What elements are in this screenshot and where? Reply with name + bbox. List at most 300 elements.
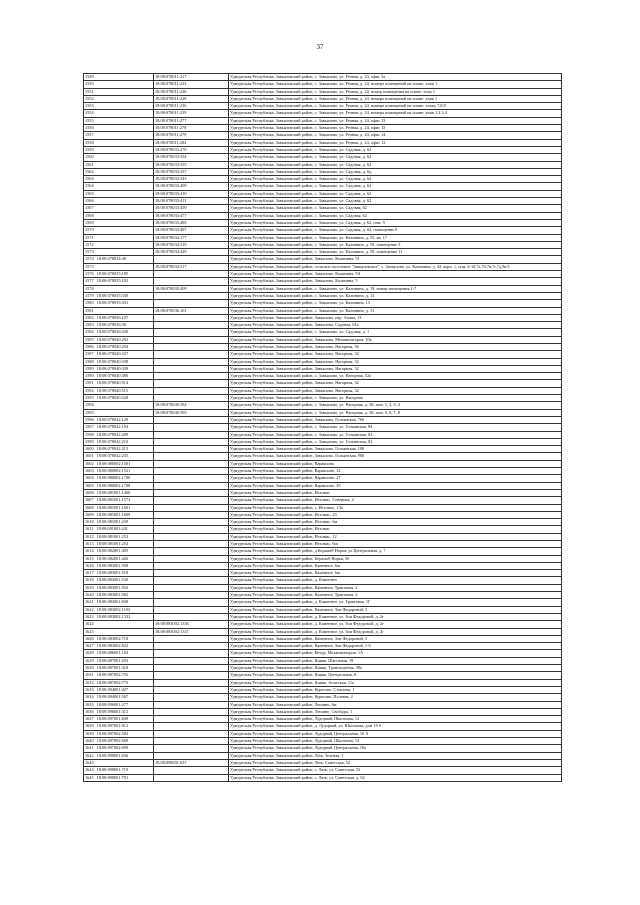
row-number: 1550 (85, 81, 94, 87)
premises-cadastral-number (154, 686, 229, 693)
row-number-and-plot-cadastral-cell (84, 351, 154, 358)
premises-cadastral-number (154, 416, 229, 423)
row-number-and-plot-cadastral-cell (84, 409, 154, 416)
row-number-and-plot-cadastral-cell (84, 613, 154, 620)
premises-cadastral-number (154, 256, 229, 263)
address-cell: Удмуртская Республика, Завьяловский район, Курегово, Стеклова, 1 (229, 686, 562, 693)
row-number: 1638 (85, 723, 94, 729)
premises-cadastral-number: 18:08:078034:429 (154, 249, 229, 256)
premises-cadastral-number: 18:08:078033:477 (154, 212, 229, 219)
table-row (84, 716, 562, 723)
row-number: 1633 (85, 686, 94, 692)
row-number-and-plot-cadastral-cell (84, 416, 154, 423)
table-row (84, 365, 562, 372)
plot-cadastral-number: 18:08:078042:194 (96, 424, 129, 430)
premises-cadastral-number: 18:08:078033:343 (154, 176, 229, 183)
address-cell: Удмуртская Республика, Завьяловский район, Завьялово, Садовая, 61а (229, 322, 562, 329)
row-number: 1578 (85, 285, 94, 291)
address-cell: Удмуртская Республика, Завьяловский район, с. Завьялово, ул. Речная, д. 24, офис 5а (229, 74, 562, 81)
plot-cadastral-number: 18:08:087001:203 (96, 657, 129, 663)
address-cell: Удмуртская Республика, Завьяловский район, Вараксино, 27 (229, 475, 562, 482)
row-number-and-plot-cadastral-cell (84, 511, 154, 518)
row-number-and-plot-cadastral-cell (84, 241, 154, 248)
table-row (84, 759, 562, 766)
plot-cadastral-number: 18:08:083001:518 (96, 570, 129, 576)
row-number-and-plot-cadastral-cell (84, 125, 154, 132)
plot-cadastral-number: 18:08:087002:775 (96, 679, 129, 685)
premises-cadastral-number: 18:08:078011:277 (154, 117, 229, 124)
plot-cadastral-number: 18:08:078042:235 (96, 453, 129, 459)
table-row (84, 730, 562, 737)
table-row (84, 519, 562, 526)
table-row (84, 497, 562, 504)
premises-cadastral-number (154, 599, 229, 606)
premises-cadastral-number: 18:08:078011:226 (154, 88, 229, 95)
table-row (84, 745, 562, 752)
premises-cadastral-number (154, 570, 229, 577)
plot-cadastral-number: 18:08:097002:690 (96, 745, 129, 751)
plot-cadastral-number: 18:08:082001:420 (96, 555, 129, 561)
table-row (84, 373, 562, 380)
plot-cadastral-number: 18:08:078040:515 (96, 387, 129, 393)
premises-cadastral-number: 18:08:078033:487 (154, 227, 229, 234)
plot-cadastral-number: 18:08:083001:848 (96, 599, 129, 605)
plot-cadastral-number: 18:08:098001:636 (96, 752, 129, 758)
row-number: 1553 (85, 103, 94, 109)
row-number: 1597 (85, 424, 94, 430)
row-number: 1643 (85, 759, 94, 765)
plot-cadastral-number: 18:08:083002:1332 (96, 613, 131, 619)
row-number: 1612 (85, 533, 94, 539)
plot-cadastral-number: 18:08:078035:331 (96, 300, 129, 306)
plot-cadastral-number: 18:08:087002:755 (96, 672, 129, 678)
plot-cadastral-number: 18:08:078042:129 (96, 416, 129, 422)
row-number: 1570 (85, 227, 94, 233)
row-number-and-plot-cadastral-cell (84, 489, 154, 496)
address-cell: Удмуртская Республика, Завьяловский район, Италмас, 12 (229, 533, 562, 540)
row-number: 1624 (85, 621, 94, 627)
address-cell: Удмуртская Республика, Завьяловский район, Лешино, 6м (229, 701, 562, 708)
row-number-and-plot-cadastral-cell (84, 468, 154, 475)
table-row (84, 723, 562, 730)
address-cell: Удмуртская Республика, Завьяловский район, Курегово, Полевая, 2 (229, 694, 562, 701)
row-number: 1609 (85, 511, 94, 517)
table-row (84, 431, 562, 438)
row-number: 1628 (85, 650, 94, 656)
table-row (84, 446, 562, 453)
row-number: 1566 (85, 198, 94, 204)
row-number: 1595 (85, 409, 94, 415)
table-row (84, 227, 562, 234)
row-number: 1591 (85, 380, 94, 386)
plot-cadastral-number: 18:08:078040:338 (96, 358, 129, 364)
plot-cadastral-number: 18:08:097001:912 (96, 723, 129, 729)
table-row (84, 125, 562, 132)
plot-cadastral-number: 18:08:081001:1601 (96, 504, 131, 510)
address-cell: Удмуртская Республика, Завьяловский район, Вараксино, 32 (229, 468, 562, 475)
row-number-and-plot-cadastral-cell (84, 212, 154, 219)
table-row (84, 482, 562, 489)
table-row (84, 314, 562, 321)
premises-cadastral-number: 18:08:078011:223 (154, 81, 229, 88)
row-number-and-plot-cadastral-cell (84, 635, 154, 642)
table-row (84, 738, 562, 745)
premises-cadastral-number (154, 475, 229, 482)
premises-cadastral-number: 18:08:078011:239 (154, 110, 229, 117)
row-number-and-plot-cadastral-cell (84, 548, 154, 555)
address-cell: Удмуртская Республика, Завьяловский район, с. Завьялово, ул. Садовая, д. 62 (229, 198, 562, 205)
row-number-and-plot-cadastral-cell (84, 431, 154, 438)
row-number-and-plot-cadastral-cell (84, 686, 154, 693)
row-number: 1616 (85, 562, 94, 568)
row-number-and-plot-cadastral-cell (84, 358, 154, 365)
table-row (84, 103, 562, 110)
table-row (84, 139, 562, 146)
row-number: 1551 (85, 88, 94, 94)
row-number: 1614 (85, 548, 94, 554)
plot-cadastral-number: 18:08:081001:254 (96, 541, 129, 546)
table-row (84, 241, 562, 248)
row-number: 1636 (85, 708, 94, 714)
row-number: 1601 (85, 453, 94, 459)
address-cell: Удмуртская Республика, Завьяловский район, Кияик, Транспортная, 39а (229, 665, 562, 672)
premises-cadastral-number (154, 533, 229, 540)
premises-cadastral-number (154, 708, 229, 715)
address-cell: Удмуртская Республика, Завьяловский район, с. Завьялово, ул. Речная, д. 24, номер помещения на плане: этаж 1 (229, 88, 562, 95)
row-number: 1606 (85, 489, 94, 495)
premises-cadastral-number (154, 380, 229, 387)
plot-cadastral-number: 18:08:078035:192 (96, 278, 129, 284)
row-number: 1593 (85, 395, 94, 401)
premises-cadastral-number (154, 511, 229, 518)
table-row (84, 234, 562, 241)
table-row (84, 767, 562, 774)
row-number-and-plot-cadastral-cell (84, 278, 154, 285)
row-number: 1613 (85, 541, 94, 546)
row-number: 1555 (85, 117, 94, 123)
row-number: 1631 (85, 672, 94, 678)
address-cell: Удмуртская Республика, Завьяловский район, Завьялово, Калинина, 9А (229, 271, 562, 278)
table-row (84, 453, 562, 460)
row-number: 1558 (85, 139, 94, 145)
row-number: 1610 (85, 519, 94, 525)
plot-cadastral-number: 18:08:078040:294 (96, 343, 129, 349)
row-number: 1600 (85, 446, 94, 452)
table-row (84, 292, 562, 299)
row-number-and-plot-cadastral-cell (84, 460, 154, 467)
table-row (84, 577, 562, 584)
plot-cadastral-number: 18:08:094001:567 (96, 694, 129, 700)
address-cell: Удмуртская Республика, Завьяловский район, с. Завьялово, ул. Садовая, д. 62 (229, 190, 562, 197)
row-number: 1605 (85, 482, 94, 488)
address-cell: Удмуртская Республика, Завьяловский район, Италмас, 6м (229, 519, 562, 526)
address-cell: Удмуртская Республика, Завьяловский район, с. Завьялово, ул. Садовая, д. 62 (229, 154, 562, 161)
row-number: 1576 (85, 271, 94, 277)
row-number-and-plot-cadastral-cell (84, 628, 154, 635)
row-number-and-plot-cadastral-cell (84, 387, 154, 394)
row-number-and-plot-cadastral-cell (84, 738, 154, 745)
row-number: 1571 (85, 234, 94, 240)
row-number-and-plot-cadastral-cell (84, 249, 154, 256)
row-number-and-plot-cadastral-cell (84, 592, 154, 599)
plot-cadastral-number: 18:08:080002:1700 (96, 475, 131, 481)
plot-cadastral-number: 18:08:078036:30 (96, 322, 126, 328)
table-row (84, 592, 562, 599)
table-row (84, 358, 562, 365)
premises-cadastral-number (154, 613, 229, 620)
table-row (84, 628, 562, 635)
address-cell: Удмуртская Республика, Завьяловский район, Италмас, 6ш (229, 541, 562, 548)
row-number-and-plot-cadastral-cell (84, 88, 154, 95)
address-cell: Удмуртская Республика, Завьяловский район, Каменное, 6ш (229, 570, 562, 577)
address-cell: Удмуртская Республика, Завьяловский район, с. Завьялово, ул. Речная, д. 24, номера помещений на плане: этажу 7,8,9 (229, 103, 562, 110)
plot-cadastral-number: 18:08:078040:292 (96, 336, 129, 342)
address-cell: Удмуртская Республика, Завьяловский район, с. Люк, ул. Советская, 52 (229, 767, 562, 774)
table-row (84, 679, 562, 686)
address-cell: Удмуртская Республика, Завьяловский район, с. Завьялово, ул. Калинина, д. 55, кв. 17 (229, 234, 562, 241)
row-number-and-plot-cadastral-cell (84, 292, 154, 299)
table-row (84, 438, 562, 445)
row-number-and-plot-cadastral-cell (84, 168, 154, 175)
row-number-and-plot-cadastral-cell (84, 584, 154, 591)
table-row (84, 351, 562, 358)
table-row (84, 205, 562, 212)
row-number-and-plot-cadastral-cell (84, 219, 154, 226)
table-row (84, 526, 562, 533)
table-row (84, 278, 562, 285)
row-number: 1615 (85, 555, 94, 561)
plot-cadastral-number: 18:08:083002:1103 (96, 606, 131, 612)
address-cell: Удмуртская Республика, Завьяловский район, Каменное, Трактовая, 2 (229, 584, 562, 591)
table-row (84, 168, 562, 175)
address-cell: Удмуртская Республика, Завьяловский район, Каменное, Зои Федоровой, 3 (229, 606, 562, 613)
plot-cadastral-number: 18:08:098001:791 (96, 774, 129, 780)
row-number-and-plot-cadastral-cell (84, 475, 154, 482)
row-number-and-plot-cadastral-cell (84, 285, 154, 292)
premises-cadastral-number (154, 723, 229, 730)
row-number: 1559 (85, 146, 94, 152)
table-row (84, 322, 562, 329)
premises-cadastral-number (154, 395, 229, 402)
premises-cadastral-number: 18:08:078033:485 (154, 219, 229, 226)
row-number: 1556 (85, 125, 94, 131)
address-cell: Удмуртская Республика, Завьяловский район, Завьялово, Калинина, 5 (229, 278, 562, 285)
premises-cadastral-number: 18:08:083002:1336 (154, 621, 229, 628)
row-number-and-plot-cadastral-cell (84, 343, 154, 350)
address-cell: Удмуртская Республика, Завьяловский район, с. Завьялово, ул. Речная, д. 24, офис 12 (229, 139, 562, 146)
address-cell: Удмуртская Республика, Завьяловский район, д. Каменное, ул. Зои Федоровой, д. 2г (229, 621, 562, 628)
plot-cadastral-number: 18:08:078034:48 (96, 256, 126, 262)
row-number-and-plot-cadastral-cell (84, 562, 154, 569)
table-row (84, 752, 562, 759)
table-row (84, 307, 562, 314)
row-number-and-plot-cadastral-cell (84, 365, 154, 372)
row-number: 1564 (85, 183, 94, 189)
row-number: 1585 (85, 336, 94, 342)
premises-cadastral-number: 18:08:078011:284 (154, 139, 229, 146)
premises-cadastral-number (154, 497, 229, 504)
plot-cadastral-number: 18:08:081001:253 (96, 533, 129, 539)
premises-cadastral-number: 18:08:078033:270 (154, 146, 229, 153)
table-row (84, 416, 562, 423)
premises-cadastral-number (154, 358, 229, 365)
table-row (84, 263, 562, 270)
premises-cadastral-number (154, 351, 229, 358)
row-number-and-plot-cadastral-cell (84, 329, 154, 336)
table-row (84, 533, 562, 540)
premises-cadastral-number (154, 336, 229, 343)
address-cell: Удмуртская Республика, Завьяловский район, Лудорвай, Центральная, 10 А (229, 730, 562, 737)
table-row (84, 672, 562, 679)
row-number: 1632 (85, 679, 94, 685)
row-number: 1573 (85, 249, 94, 255)
row-number: 1611 (85, 526, 94, 532)
premises-cadastral-number: 18:08:078040:595 (154, 409, 229, 416)
row-number-and-plot-cadastral-cell (84, 774, 154, 781)
address-cell: Удмуртская Республика, Завьяловский район, Лудорвай, Школьная, 14 (229, 738, 562, 745)
row-number-and-plot-cadastral-cell (84, 300, 154, 307)
table-row (84, 343, 562, 350)
address-cell: Удмуртская Республика, Завьяловский район, Завьялово, Механизаторов, 10а (229, 336, 562, 343)
premises-cadastral-number (154, 730, 229, 737)
table-row (84, 694, 562, 701)
row-number: 1575 (85, 263, 94, 269)
table-row (84, 300, 562, 307)
table-row (84, 132, 562, 139)
address-cell: Удмуртская Республика, Завьяловский район, с. Завьялово, ул. Калинина, д. 19, номер помещения 1-7 (229, 285, 562, 292)
row-number-and-plot-cadastral-cell (84, 555, 154, 562)
table-row (84, 548, 562, 555)
premises-cadastral-number (154, 431, 229, 438)
table-row (84, 599, 562, 606)
table-row (84, 81, 562, 88)
row-number: 1607 (85, 497, 94, 503)
row-number-and-plot-cadastral-cell (84, 256, 154, 263)
address-cell: Удмуртская Республика, Завьяловский район, Италмас (229, 526, 562, 533)
table-row (84, 635, 562, 642)
table-row (84, 249, 562, 256)
address-cell: Удмуртская Республика, Завьяловский район, с. Завьялово, ул. Нагорная, д. 36, пом. 1, 2, 3, 4 (229, 402, 562, 409)
premises-cadastral-number (154, 738, 229, 745)
row-number: 1641 (85, 745, 94, 751)
table-row (84, 621, 562, 628)
premises-cadastral-number (154, 322, 229, 329)
address-cell: Удмуртская Республика, Завьяловский район, Керамаб-Норья, 5б (229, 555, 562, 562)
row-number-and-plot-cadastral-cell (84, 271, 154, 278)
premises-cadastral-number (154, 665, 229, 672)
row-number-and-plot-cadastral-cell (84, 708, 154, 715)
plot-cadastral-number: 18:08:078040:514 (96, 380, 129, 386)
table-row (84, 402, 562, 409)
premises-cadastral-number: 18:08:078011:279 (154, 132, 229, 139)
row-number: 1565 (85, 190, 94, 196)
row-number-and-plot-cadastral-cell (84, 190, 154, 197)
row-number-and-plot-cadastral-cell (84, 694, 154, 701)
row-number: 1554 (85, 110, 94, 116)
row-number: 1599 (85, 438, 94, 444)
table-row (84, 110, 562, 117)
row-number-and-plot-cadastral-cell (84, 650, 154, 657)
plot-cadastral-number: 18:08:096001:313 (96, 708, 129, 714)
premises-cadastral-number: 18:08:078033:409 (154, 183, 229, 190)
row-number: 1642 (85, 752, 94, 758)
row-number: 1580 (85, 300, 94, 306)
row-number-and-plot-cadastral-cell (84, 395, 154, 402)
table-row (84, 613, 562, 620)
row-number: 1560 (85, 154, 94, 160)
address-cell: Удмуртская Республика, Завьяловский район, Каменное, 6ш (229, 562, 562, 569)
address-cell: Удмуртская Республика, Завьяловский район, Италмас, 23 (229, 511, 562, 518)
row-number: 1572 (85, 241, 94, 247)
row-number: 1639 (85, 730, 94, 736)
premises-cadastral-number (154, 767, 229, 774)
plot-cadastral-number: 18:08:094001:427 (96, 686, 129, 692)
premises-cadastral-number (154, 635, 229, 642)
row-number: 1634 (85, 694, 94, 700)
address-cell: Удмуртская Республика, Завьяловский район, Лудорвай, Центральная, 10а (229, 745, 562, 752)
premises-cadastral-number: 18:08:078036:101 (154, 307, 229, 314)
table-row (84, 606, 562, 613)
address-cell: Удмуртская Республика, Завьяловский район, Завьялово, пер. Азина, 13 (229, 314, 562, 321)
address-cell: Удмуртская Республика, Завьяловский район, с. Завьялово, ул. Калинина, д. 11 (229, 307, 562, 314)
plot-cadastral-number: 18:08:083001:582 (96, 592, 129, 598)
row-number: 1588 (85, 358, 94, 364)
row-number-and-plot-cadastral-cell (84, 402, 154, 409)
plot-cadastral-number: 18:08:097001:849 (96, 716, 129, 722)
premises-cadastral-number (154, 504, 229, 511)
address-cell: Удмуртская Республика, Завьяловский район, с. Завьялово, ул. Речная, д. 24, офис 15 (229, 125, 562, 132)
address-cell: Удмуртская Республика, Завьяловский район, д. Каменное (229, 577, 562, 584)
address-cell: Удмуртская Республика, Завьяловский район, с. Завьялово, ул. Калинина, 13 (229, 300, 562, 307)
table-row (84, 190, 562, 197)
row-number: 1620 (85, 592, 94, 598)
premises-cadastral-number (154, 438, 229, 445)
row-number-and-plot-cadastral-cell (84, 139, 154, 146)
row-number: 1604 (85, 475, 94, 481)
address-cell: Удмуртская Республика, Завьяловский район, Кияик, Центральная, 8 (229, 672, 562, 679)
row-number-and-plot-cadastral-cell (84, 679, 154, 686)
premises-cadastral-number (154, 672, 229, 679)
row-number: 1625 (85, 628, 94, 634)
row-number-and-plot-cadastral-cell (84, 446, 154, 453)
table-row (84, 774, 562, 781)
premises-cadastral-number (154, 657, 229, 664)
plot-cadastral-number: 18:08:083001:508 (96, 562, 129, 568)
address-cell: Удмуртская Республика, Завьяловский район, д.Керамаб-Норья, ул.Центральная, д. 7 (229, 548, 562, 555)
premises-cadastral-number (154, 745, 229, 752)
row-number-and-plot-cadastral-cell (84, 730, 154, 737)
table-row (84, 380, 562, 387)
row-number-and-plot-cadastral-cell (84, 161, 154, 168)
premises-cadastral-number: 18:08:078033:335 (154, 161, 229, 168)
plot-cadastral-number: 18:08:078036:107 (96, 314, 129, 320)
table-row (84, 329, 562, 336)
row-number: 1579 (85, 292, 94, 298)
table-row (84, 665, 562, 672)
row-number-and-plot-cadastral-cell (84, 504, 154, 511)
address-cell: Удмуртская Республика, Завьяловский район, с. Завьялово, ул. Речная, д. 24, офис 14 (229, 132, 562, 139)
premises-cadastral-number (154, 606, 229, 613)
premises-cadastral-number: 18:08:078011:228 (154, 95, 229, 102)
row-number: 1581 (85, 307, 94, 313)
table-row (84, 650, 562, 657)
address-cell: Удмуртская Республика, Завьяловский район, с. Завьялово, ул. Речная, д. 24, офис 13 (229, 117, 562, 124)
row-number-and-plot-cadastral-cell (84, 183, 154, 190)
address-cell: Удмуртская Республика, Завьяловский район, с. Завьялово, ул. Садовая, д. 1 (229, 329, 562, 336)
table-row (84, 271, 562, 278)
table-row (84, 475, 562, 482)
plot-cadastral-number: 18:08:097002:582 (96, 730, 129, 736)
